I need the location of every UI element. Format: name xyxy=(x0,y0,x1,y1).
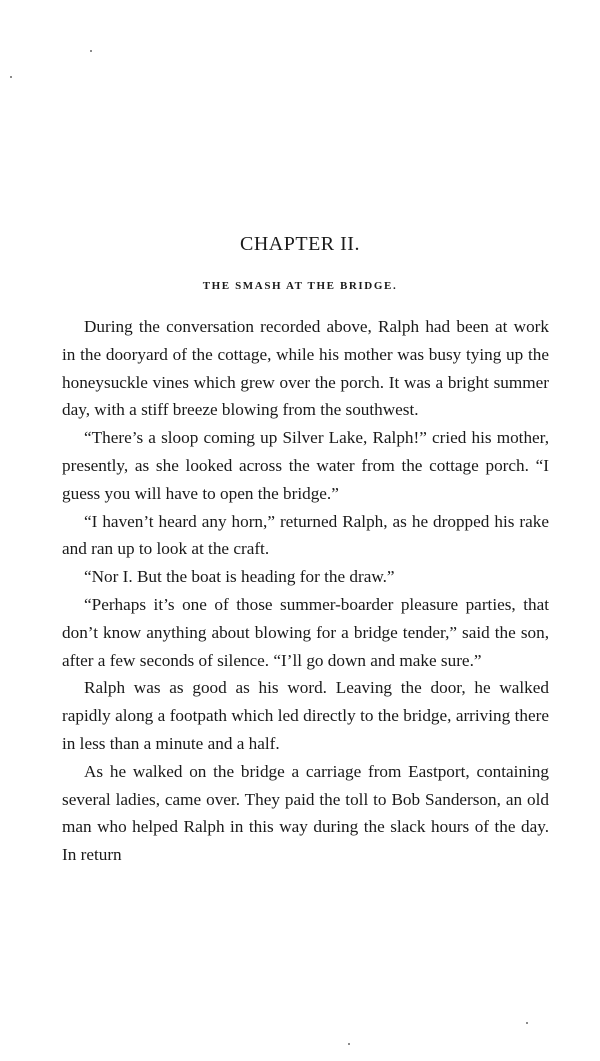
speck-mark xyxy=(10,76,12,78)
speck-mark xyxy=(90,50,92,52)
chapter-body xyxy=(62,313,549,869)
speck-mark xyxy=(526,1022,528,1024)
paragraph: “I haven’t heard any horn,” returned Ralph, as he dropped his rake and ran up to look at the craft. xyxy=(62,511,549,559)
speck-mark xyxy=(348,1043,350,1045)
chapter-subtitle: THE SMASH AT THE BRIDGE. xyxy=(202,280,398,292)
chapter-title: CHAPTER II. xyxy=(240,233,360,255)
paragraph: “Perhaps it’s one of those summer-boarder pleasure parties, that don’t know anything about blowing for a bridge tender,” said the son, after a few seconds of silence. “I’ll go down and make sure.” xyxy=(62,594,549,670)
paragraph: “There’s a sloop coming up Silver Lake, Ralph!” cried his mother, presently, as she looked across the water from the cottage porch. “I guess you will have to open the bridge.” xyxy=(62,428,549,503)
paragraph: During the conversation recorded above, Ralph had been at work in the dooryard of the cottage, while his mother was busy tying up the honeysuckle vines which grew over the porch. It was a bright summer day, with a stiff breeze blowing from the southwest. xyxy=(62,317,549,420)
paragraph: As he walked on the bridge a carriage from Eastport, containing several ladies, came over. They paid the toll to Bob Sanderson, an old man who helped Ralph in this way during the slack hours of the day. In return xyxy=(62,761,549,865)
paragraph: “Nor I. But the boat is heading for the draw.” xyxy=(84,567,395,587)
paragraph: Ralph was as good as his word. Leaving the door, he walked rapidly along a footpath which led directly to the bridge, arriving there in less than a minute and a half. xyxy=(62,678,549,753)
